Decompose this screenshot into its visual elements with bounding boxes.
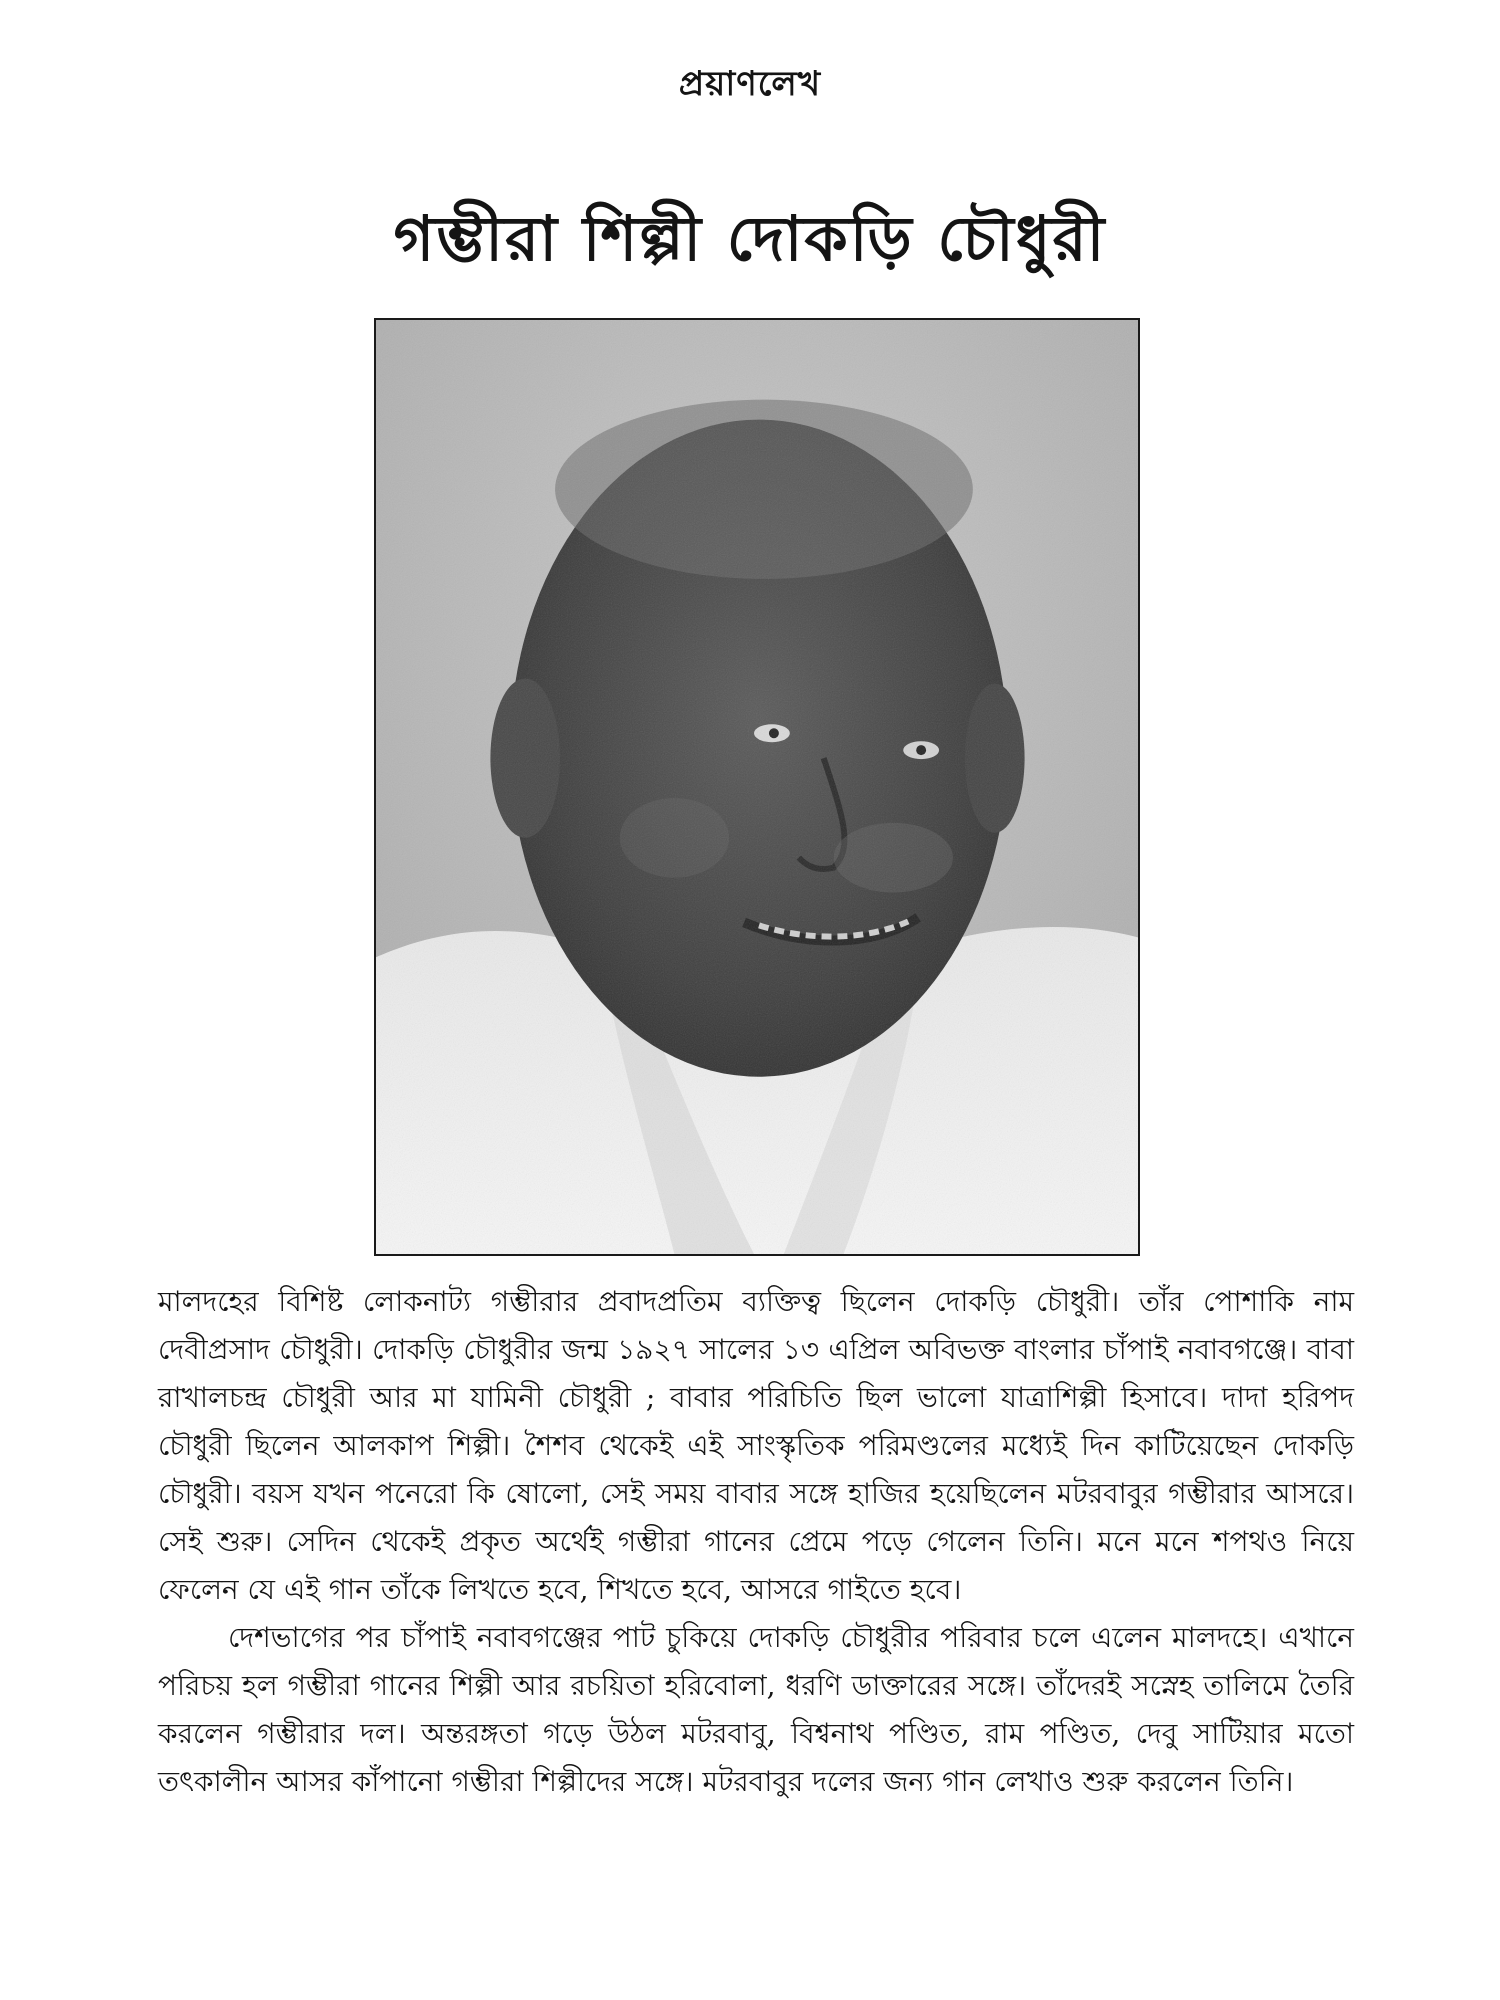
article-title: গম্ভীরা শিল্পী দোকড়ি চৌধুরী [393,202,1107,275]
paragraph-2: দেশভাগের পর চাঁপাই নবাবগঞ্জের পাট চুকিয়ে দোকড়ি চৌধুরীর পরিবার চলে এলেন মালদহে। এখানে পরিচয় হল গম্ভীরা গানের শিল্পী আর রচয়িতা হরিবোলা, ধরণি ডাক্তারের সঙ্গে। তাঁদেরই সস্নেহ তালিমে তৈরি করলেন গম্ভীরার দল। অন্তরঙ্গতা গড়ে উঠল মটরবাবু, বিশ্বনাথ পণ্ডিত, রাম পণ্ডিত, দেবু সাটিয়ার মতো তৎকালীন আসর কাঁপানো গম্ভীরা শিল্পীদের সঙ্গে। মটরবাবুর দলের জন্য গান লেখাও শুরু করলেন তিনি। [158,1621,1354,1798]
paragraph-1: মালদহের বিশিষ্ট লোকনাট্য গম্ভীরার প্রবাদপ্রতিম ব্যক্তিত্ব ছিলেন দোকড়ি চৌধুরী। তাঁর পোশাকি নাম দেবীপ্রসাদ চৌধুরী। দোকড়ি চৌধুরীর জন্ম ১৯২৭ সালের ১৩ এপ্রিল অবিভক্ত বাংলার চাঁপাই নবাবগঞ্জে। বাবা রাখালচন্দ্র চৌধুরী আর মা যামিনী চৌধুরী ; বাবার পরিচিতি ছিল ভালো যাত্রাশিল্পী হিসাবে। দাদা হরিপদ চৌধুরী ছিলেন আলকাপ শিল্পী। শৈশব থেকেই এই সাংস্কৃতিক পরিমণ্ডলের মধ্যেই দিন কাটিয়েছেন দোকড়ি চৌধুরী। বয়স যখন পনেরো কি ষোলো, সেই সময় বাবার সঙ্গে হাজির হয়েছিলেন মটরবাবুর গম্ভীরার আসরে। সেই শুরু। সেদিন থেকেই প্রকৃত অর্থেই গম্ভীরা গানের প্রেমে পড়ে গেলেন তিনি। মনে মনে শপথও নিয়ে ফেলেন যে এই গান তাঁকে লিখতে হবে, শিখতে হবে, আসরে গাইতে হবে। [158,1285,1354,1606]
running-header: প্রয়াণলেখ [678,64,822,104]
article-body [158,1278,1354,1806]
portrait-photo [374,318,1140,1256]
